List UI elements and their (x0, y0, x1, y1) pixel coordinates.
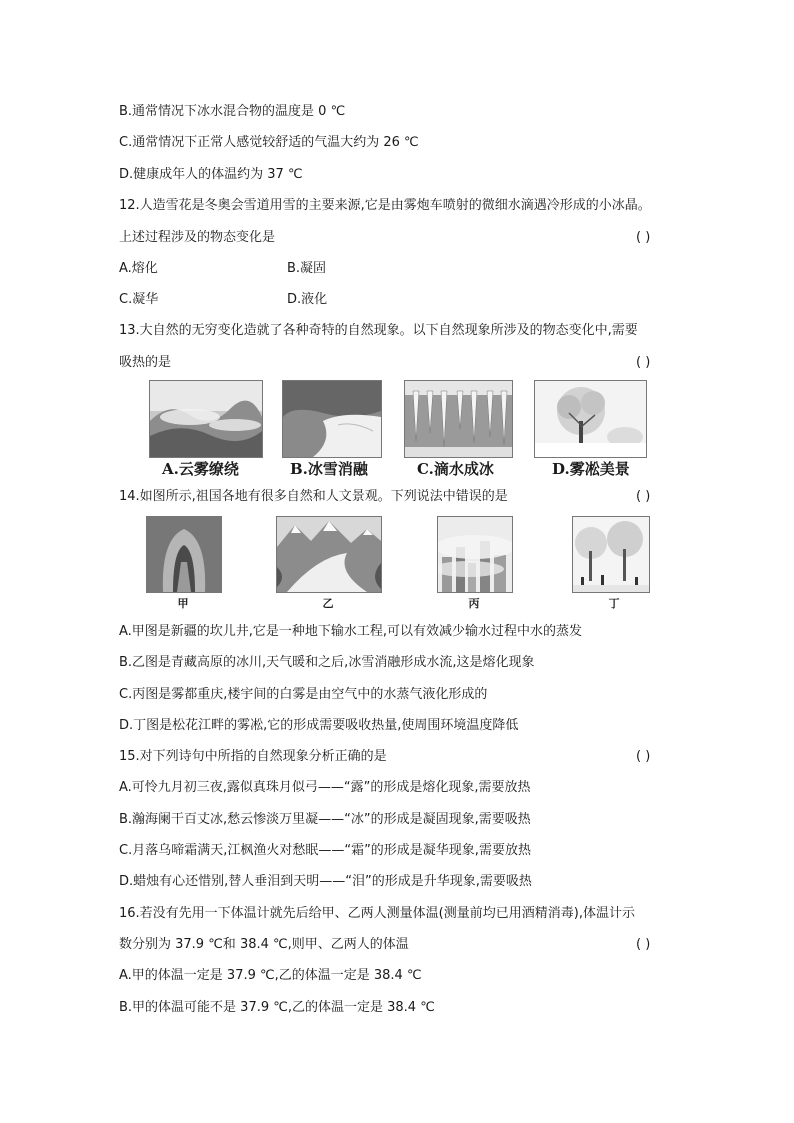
q13-photo-clouds (149, 380, 263, 458)
q14-option-c: C.丙图是雾都重庆,楼宇间的白雾是由空气中的水蒸气液化形成的 (119, 687, 488, 702)
q13-answer-paren: ( ) (636, 355, 651, 370)
q12-option-d: D.液化 (287, 292, 328, 307)
q13-caption-d: D.雾凇美景 (552, 460, 630, 478)
q13-caption-a: A.云雾缭绕 (162, 460, 239, 478)
q16-answer-paren: ( ) (636, 937, 651, 952)
q16-stem-line1: 16.若没有先用一下体温计就先后给甲、乙两人测量体温(测量前均已用酒精消毒),体温计示 (119, 906, 635, 921)
q14-photo-foggy-city (437, 516, 513, 593)
q11-option-c: C.通常情况下正常人感觉较舒适的气温大约为 26 ℃ (119, 135, 419, 150)
q14-answer-paren: ( ) (636, 489, 651, 504)
q14-caption-yi: 乙 (322, 597, 334, 610)
q13-caption-b: B.冰雪消融 (290, 460, 368, 478)
q11-option-b: B.通常情况下冰水混合物的温度是 0 ℃ (119, 104, 346, 119)
q14-photo-karez (146, 516, 222, 593)
q11-option-d: D.健康成年人的体温约为 37 ℃ (119, 167, 303, 182)
q12-stem-line1: 12.人造雪花是冬奥会雪道用雪的主要来源,它是由雾炮车喷射的微细水滴遇冷形成的小冰晶。 (119, 198, 651, 213)
q16-stem-line2: 数分别为 37.9 ℃和 38.4 ℃,则甲、乙两人的体温 (119, 937, 409, 952)
q14-caption-jia: 甲 (177, 597, 189, 610)
q12-option-a: A.熔化 (119, 261, 158, 276)
q14-stem-line1: 14.如图所示,祖国各地有很多自然和人文景观。下列说法中错误的是 (119, 489, 508, 504)
q15-answer-paren: ( ) (636, 749, 651, 764)
q12-answer-paren: ( ) (636, 230, 651, 245)
q14-caption-bing: 丙 (468, 597, 480, 610)
q14-option-a: A.甲图是新疆的坎儿井,它是一种地下输水工程,可以有效减少输水过程中水的蒸发 (119, 624, 583, 639)
q16-option-a: A.甲的体温一定是 37.9 ℃,乙的体温一定是 38.4 ℃ (119, 968, 422, 983)
q12-option-b: B.凝固 (287, 261, 327, 276)
q13-photo-icicles (404, 380, 513, 458)
q14-caption-ding: 丁 (608, 597, 620, 610)
q15-option-a: A.可怜九月初三夜,露似真珠月似弓——“露”的形成是熔化现象,需要放热 (119, 780, 531, 795)
q15-option-c: C.月落乌啼霜满天,江枫渔火对愁眠——“霜”的形成是凝华现象,需要放热 (119, 843, 531, 858)
q14-photo-glacier (276, 516, 382, 593)
q14-photo-rime-river (572, 516, 650, 593)
q13-photo-rime-tree (534, 380, 647, 458)
q13-stem-line2: 吸热的是 (119, 355, 172, 370)
q14-option-b: B.乙图是青藏高原的冰川,天气暖和之后,冰雪消融形成水流,这是熔化现象 (119, 655, 535, 670)
q16-option-b: B.甲的体温可能不是 37.9 ℃,乙的体温一定是 38.4 ℃ (119, 1000, 435, 1015)
q13-photo-melting-ice (282, 380, 382, 458)
q12-stem-line2: 上述过程涉及的物态变化是 (119, 230, 276, 245)
q12-option-c: C.凝华 (119, 292, 159, 307)
q13-caption-c: C.滴水成冰 (417, 460, 494, 478)
q13-stem-line1: 13.大自然的无穷变化造就了各种奇特的自然现象。以下自然现象所涉及的物态变化中,需要 (119, 323, 638, 338)
q15-option-d: D.蜡烛有心还惜别,替人垂泪到天明——“泪”的形成是升华现象,需要吸热 (119, 874, 532, 889)
q15-stem-line1: 15.对下列诗句中所指的自然现象分析正确的是 (119, 749, 387, 764)
q14-option-d: D.丁图是松花江畔的雾凇,它的形成需要吸收热量,使周围环境温度降低 (119, 718, 519, 733)
q15-option-b: B.瀚海阑干百丈冰,愁云惨淡万里凝——“冰”的形成是凝固现象,需要吸热 (119, 812, 531, 827)
